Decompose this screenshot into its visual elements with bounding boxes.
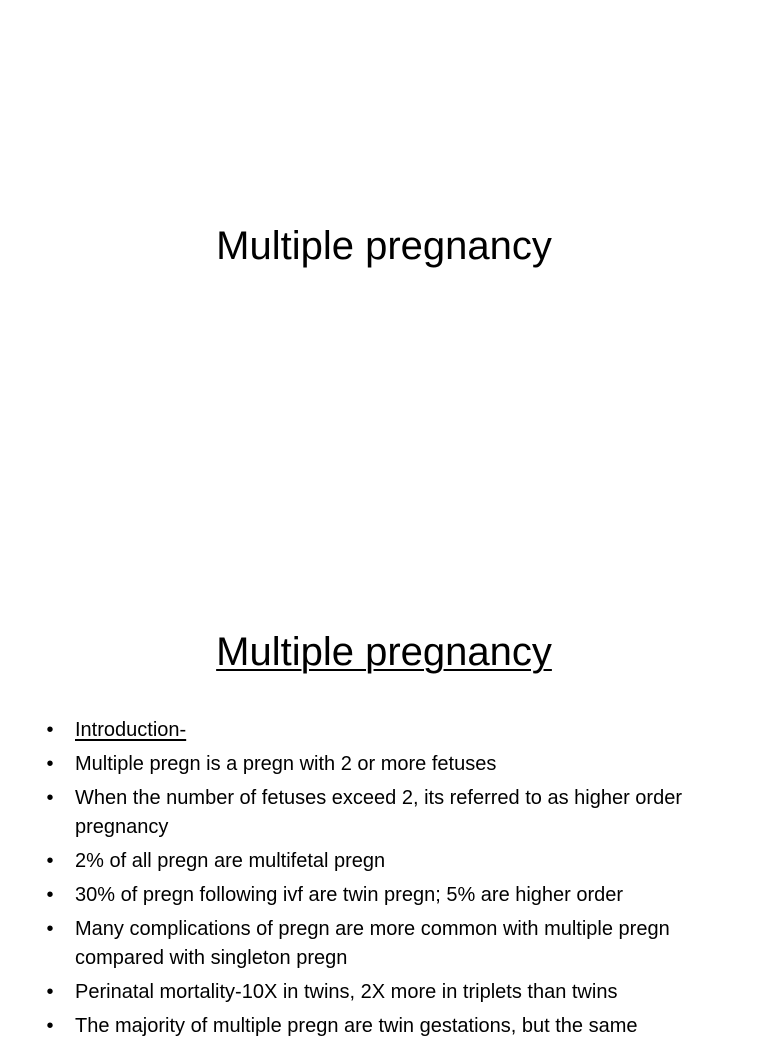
bullet-item [44,750,724,779]
bullet-item [44,716,724,745]
bullet-item [44,784,724,842]
bullet-text: When the number of fetuses exceed 2, its referred to as higher order pregnancy [75,787,682,838]
bullet-item [44,881,724,910]
bullet-text: 2% of all pregn are multifetal pregn [75,850,386,872]
bullet-dot-icon: • [46,719,54,741]
bullet-dot-icon: • [46,884,54,906]
bullet-text: The majority of multiple pregn are twin gestations, but the same [75,1015,638,1037]
slide-2 [0,576,768,1037]
bullet-item [44,847,724,876]
bullet-text: Multiple pregn is a pregn with 2 or more fetuses [75,753,497,775]
bullet-item [44,978,724,1007]
bullet-dot-icon: • [46,981,54,1003]
bullet-text: Perinatal mortality-10X in twins, 2X more in triplets than twins [75,981,618,1003]
slide-2-title: Multiple pregnancy [216,630,552,674]
bullet-text: Introduction- [75,719,187,741]
bullet-text: 30% of pregn following ivf are twin pregn; 5% are higher order [75,884,624,906]
slide-1-title: Multiple pregnancy [216,224,552,268]
bullet-dot-icon: • [46,787,54,809]
bullet-item [44,915,724,973]
bullet-dot-icon: • [46,850,54,872]
bullet-item [44,1012,724,1041]
bullet-list [44,716,724,1046]
bullet-dot-icon: • [46,1015,54,1037]
bullet-dot-icon: • [46,918,54,940]
bullet-text: Many complications of pregn are more common with multiple pregn compared with singleton pregn [75,918,670,969]
bullet-dot-icon: • [46,753,54,775]
